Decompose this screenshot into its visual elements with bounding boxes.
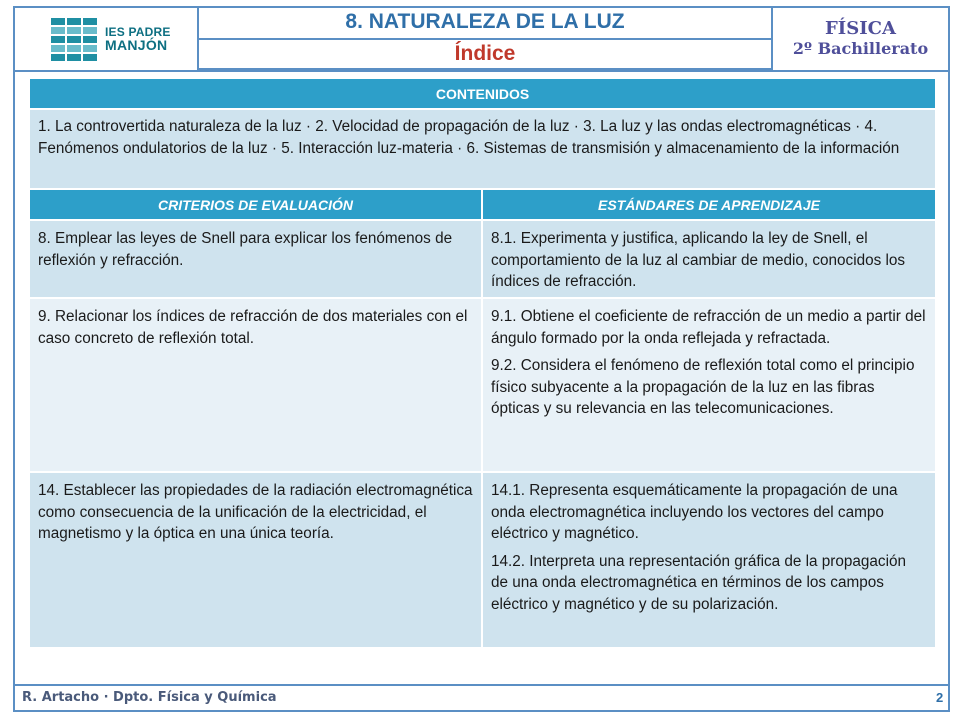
section-title: Índice xyxy=(197,38,773,70)
logo-line-1: IES PADRE xyxy=(105,25,171,39)
estandar-text: 14.1. Representa esquemáticamente la propagación de una onda electromagnética incluyendo los vectores del campo eléctrico y magnético. xyxy=(491,482,898,542)
subject-level: 2º Bachillerato xyxy=(792,39,929,59)
criterios-heading: CRITERIOS DE EVALUACIÓN xyxy=(30,190,483,219)
unit-title: 8. NATURALEZA DE LA LUZ xyxy=(197,6,773,38)
table-row xyxy=(30,221,935,299)
criterio-text: 14. Establecer las propiedades de la radiación electromagnética como consecuencia de la unificación de la electricidad, el magnetismo y la óptica en una única teoría. xyxy=(38,482,473,542)
criterio-cell xyxy=(30,221,483,297)
estandares-heading: ESTÁNDARES DE APRENDIZAJE xyxy=(598,196,820,213)
criterio-text: 8. Emplear las leyes de Snell para explicar los fenómenos de reflexión y refracción. xyxy=(38,230,453,269)
table-row xyxy=(30,299,935,473)
curriculum-table xyxy=(30,79,935,649)
table-column-headers xyxy=(30,190,935,221)
criterio-cell xyxy=(30,473,483,647)
estandar-text: 9.1. Obtiene el coeficiente de refracción de un medio a partir del ángulo formado por la onda reflejada y refractada. xyxy=(491,308,926,347)
estandar-cell xyxy=(483,299,935,471)
contenidos-text: 1. La controvertida naturaleza de la luz · 2. Velocidad de propagación de la luz · 3. La luz y las ondas electromagnéticas · 4. Fenómenos ondulatorios de la luz · 5. Interacción luz-materia · 6. Sistemas de transmisión y almacenamiento de la información xyxy=(30,110,935,190)
estandar-text: 8.1. Experimenta y justifica, aplicando la ley de Snell, el comportamiento de la luz al cambiar de medio, conocidos los índices de refracción. xyxy=(491,230,906,290)
estandar-cell xyxy=(483,221,935,297)
criterio-text: 9. Relacionar los índices de refracción de dos materiales con el caso concreto de reflexión total. xyxy=(38,308,468,347)
logo-text xyxy=(105,26,171,52)
logo-mark-icon xyxy=(51,18,97,61)
school-logo xyxy=(15,8,197,70)
estandar-text: 9.2. Considera el fenómeno de reflexión total como el principio físico subyacente a la propagación de la luz en las fibras ópticas y su relevancia en las telecomunicaciones. xyxy=(491,357,915,417)
subject-name: FÍSICA xyxy=(825,18,896,40)
logo-line-2: MANJÓN xyxy=(105,37,168,53)
estandar-cell xyxy=(483,473,935,647)
contenidos-heading: CONTENIDOS xyxy=(30,79,935,110)
header-divider xyxy=(15,70,948,72)
table-row xyxy=(30,473,935,649)
subject-label xyxy=(773,8,948,70)
criterio-cell xyxy=(30,299,483,471)
estandar-text: 14.2. Interpreta una representación gráfica de la propagación de una onda electromagnética en términos de los campos eléctrico y magnético y de su polarización. xyxy=(491,552,906,613)
footer-divider xyxy=(15,684,948,686)
footer-author: R. Artacho · Dpto. Física y Química xyxy=(22,690,277,705)
page-number: 2 xyxy=(936,690,944,705)
